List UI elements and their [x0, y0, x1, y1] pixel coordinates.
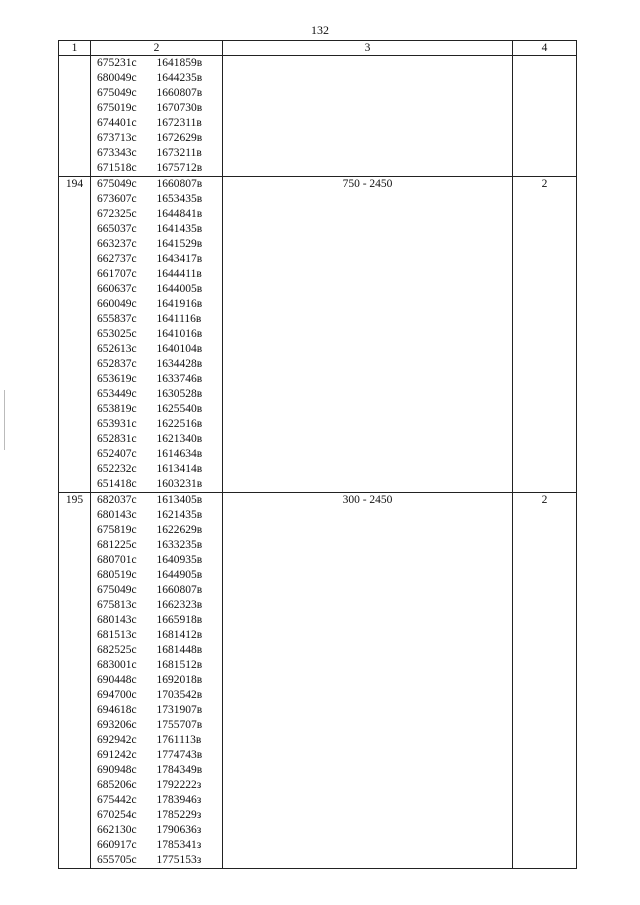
coordinates-cell — [91, 56, 223, 177]
latitude-value: 681225с — [97, 539, 137, 551]
coordinate-pair — [91, 86, 222, 101]
count-value — [513, 56, 577, 177]
latitude-value: 665037с — [97, 223, 137, 235]
longitude-value: 1681412в — [156, 629, 203, 641]
coordinate-pair — [91, 538, 222, 553]
longitude-value: 1643417в — [156, 253, 203, 265]
latitude-value: 692942с — [97, 734, 137, 746]
latitude-value: 694700с — [97, 689, 137, 701]
longitude-value: 1640935в — [156, 554, 203, 566]
latitude-value: 680049с — [97, 72, 137, 84]
coordinate-pair — [91, 357, 222, 372]
coordinate-pair — [91, 432, 222, 447]
latitude-value: 653819с — [97, 403, 137, 415]
scan-margin-mark — [4, 390, 5, 450]
longitude-value: 1681448в — [156, 644, 203, 656]
coordinate-pair — [91, 161, 222, 176]
longitude-value: 1785341з — [156, 839, 202, 851]
coordinate-pair — [91, 853, 222, 868]
latitude-value: 675442с — [97, 794, 137, 806]
latitude-value: 661707с — [97, 268, 137, 280]
longitude-value: 1630528в — [156, 388, 203, 400]
coordinate-pair — [91, 207, 222, 222]
longitude-value: 1644411в — [156, 268, 202, 280]
coordinate-pair — [91, 71, 222, 86]
longitude-value: 1681512в — [156, 659, 203, 671]
longitude-value: 1660807в — [156, 87, 203, 99]
latitude-value: 675231с — [97, 57, 137, 69]
longitude-value: 1641116в — [156, 313, 202, 325]
latitude-value: 693206с — [97, 719, 137, 731]
coordinate-pair — [91, 643, 222, 658]
longitude-value: 1621340в — [156, 433, 203, 445]
coordinate-pair — [91, 808, 222, 823]
longitude-value: 1641859в — [156, 57, 203, 69]
coordinate-pair — [91, 342, 222, 357]
longitude-value: 1785229з — [156, 809, 202, 821]
latitude-value: 653619с — [97, 373, 137, 385]
coordinate-pair — [91, 823, 222, 838]
longitude-value: 1644235в — [156, 72, 203, 84]
depth-range: 300 - 2450 — [223, 493, 513, 869]
longitude-value: 1621435в — [156, 509, 203, 521]
longitude-value: 1644841в — [156, 208, 203, 220]
latitude-value: 663237с — [97, 238, 137, 250]
coordinate-pair — [91, 192, 222, 207]
latitude-value: 675049с — [97, 87, 137, 99]
latitude-value: 652232с — [97, 463, 137, 475]
longitude-value: 1641016в — [156, 328, 203, 340]
latitude-value: 671518с — [97, 162, 137, 174]
coordinate-pair — [91, 462, 222, 477]
row-number: 194 — [59, 177, 91, 493]
longitude-value: 1755707в — [156, 719, 203, 731]
latitude-value: 682037с — [97, 494, 137, 506]
coordinate-pair — [91, 56, 222, 71]
row-number — [59, 56, 91, 177]
coordinate-pair — [91, 222, 222, 237]
longitude-value: 1774743в — [156, 749, 203, 761]
longitude-value: 1603231в — [156, 478, 203, 490]
longitude-value: 1665918в — [156, 614, 203, 626]
coordinate-pair — [91, 417, 222, 432]
latitude-value: 673343с — [97, 147, 137, 159]
coordinate-pair — [91, 658, 222, 673]
longitude-value: 1633235в — [156, 539, 203, 551]
longitude-value: 1692018в — [156, 674, 203, 686]
latitude-value: 675813с — [97, 599, 137, 611]
longitude-value: 1660807в — [156, 178, 203, 190]
coordinate-pair — [91, 146, 222, 161]
coordinates-cell — [91, 177, 223, 493]
header-col-2: 2 — [91, 41, 223, 56]
longitude-value: 1675712в — [156, 162, 203, 174]
coordinate-pair — [91, 387, 222, 402]
latitude-value: 682525с — [97, 644, 137, 656]
coordinate-pair — [91, 477, 222, 492]
latitude-value: 685206с — [97, 779, 137, 791]
longitude-value: 1653435в — [156, 193, 203, 205]
count-value: 2 — [513, 493, 577, 869]
latitude-value: 675049с — [97, 178, 137, 190]
latitude-value: 653931с — [97, 418, 137, 430]
longitude-value: 1703542в — [156, 689, 203, 701]
longitude-value: 1662323в — [156, 599, 203, 611]
coordinate-pair — [91, 793, 222, 808]
longitude-value: 1660807в — [156, 584, 203, 596]
table-row — [59, 493, 577, 869]
latitude-value: 680143с — [97, 614, 137, 626]
coordinate-pair — [91, 688, 222, 703]
latitude-value: 674401с — [97, 117, 137, 129]
latitude-value: 675019с — [97, 102, 137, 114]
coordinate-pair — [91, 583, 222, 598]
coordinate-pair — [91, 628, 222, 643]
latitude-value: 675049с — [97, 584, 137, 596]
latitude-value: 690448с — [97, 674, 137, 686]
latitude-value: 680701с — [97, 554, 137, 566]
latitude-value: 690948с — [97, 764, 137, 776]
latitude-value: 653449с — [97, 388, 137, 400]
header-col-4: 4 — [513, 41, 577, 56]
page-number: 132 — [311, 23, 329, 37]
coordinate-pair — [91, 748, 222, 763]
latitude-value: 691242с — [97, 749, 137, 761]
longitude-value: 1644005в — [156, 283, 203, 295]
longitude-value: 1614634в — [156, 448, 203, 460]
coordinate-pair — [91, 402, 222, 417]
header-col-1: 1 — [59, 41, 91, 56]
longitude-value: 1672311в — [156, 117, 202, 129]
latitude-value: 655705с — [97, 854, 137, 866]
coordinates-cell — [91, 493, 223, 869]
coordinates-table — [58, 40, 577, 869]
longitude-value: 1792222з — [156, 779, 202, 791]
longitude-value: 1634428в — [156, 358, 203, 370]
table-header-row — [59, 41, 577, 56]
latitude-value: 660049с — [97, 298, 137, 310]
latitude-value: 673713с — [97, 132, 137, 144]
longitude-value: 1644905в — [156, 569, 203, 581]
coordinate-pair — [91, 508, 222, 523]
longitude-value: 1633746в — [156, 373, 203, 385]
longitude-value: 1641916в — [156, 298, 203, 310]
latitude-value: 672325с — [97, 208, 137, 220]
longitude-value: 1622629в — [156, 524, 203, 536]
coordinate-pair — [91, 447, 222, 462]
coordinate-pair — [91, 237, 222, 252]
longitude-value: 1784349в — [156, 764, 203, 776]
coordinate-pair — [91, 718, 222, 733]
depth-range — [223, 56, 513, 177]
latitude-value: 681513с — [97, 629, 137, 641]
coordinate-pair — [91, 778, 222, 793]
latitude-value: 652837с — [97, 358, 137, 370]
longitude-value: 1625540в — [156, 403, 203, 415]
latitude-value: 662130с — [97, 824, 137, 836]
longitude-value: 1775153з — [156, 854, 202, 866]
latitude-value: 660917с — [97, 839, 137, 851]
table-row — [59, 56, 577, 177]
table-row — [59, 177, 577, 493]
latitude-value: 675819с — [97, 524, 137, 536]
latitude-value: 652613с — [97, 343, 137, 355]
coordinate-pair — [91, 598, 222, 613]
coordinate-pair — [91, 101, 222, 116]
coordinate-pair — [91, 297, 222, 312]
latitude-value: 694618с — [97, 704, 137, 716]
longitude-value: 1783946з — [156, 794, 202, 806]
latitude-value: 652831с — [97, 433, 137, 445]
coordinate-pair — [91, 312, 222, 327]
longitude-value: 1761113в — [156, 734, 202, 746]
count-value: 2 — [513, 177, 577, 493]
coordinate-pair — [91, 703, 222, 718]
longitude-value: 1670730в — [156, 102, 203, 114]
coordinate-pair — [91, 733, 222, 748]
latitude-value: 670254с — [97, 809, 137, 821]
longitude-value: 1672629в — [156, 132, 203, 144]
coordinate-pair — [91, 177, 222, 192]
coordinate-pair — [91, 327, 222, 342]
latitude-value: 673607с — [97, 193, 137, 205]
depth-range: 750 - 2450 — [223, 177, 513, 493]
latitude-value: 680519с — [97, 569, 137, 581]
coordinate-pair — [91, 523, 222, 538]
coordinate-pair — [91, 553, 222, 568]
coordinate-pair — [91, 673, 222, 688]
latitude-value: 662737с — [97, 253, 137, 265]
latitude-value: 652407с — [97, 448, 137, 460]
longitude-value: 1613405в — [156, 494, 203, 506]
coordinate-pair — [91, 613, 222, 628]
latitude-value: 680143с — [97, 509, 137, 521]
latitude-value: 660637с — [97, 283, 137, 295]
longitude-value: 1613414в — [156, 463, 203, 475]
longitude-value: 1622516в — [156, 418, 203, 430]
coordinate-pair — [91, 282, 222, 297]
longitude-value: 1731907в — [156, 704, 203, 716]
coordinate-pair — [91, 116, 222, 131]
latitude-value: 655837с — [97, 313, 137, 325]
longitude-value: 1641435в — [156, 223, 203, 235]
latitude-value: 653025с — [97, 328, 137, 340]
row-number: 195 — [59, 493, 91, 869]
header-col-3: 3 — [223, 41, 513, 56]
coordinate-pair — [91, 568, 222, 583]
coordinate-pair — [91, 131, 222, 146]
coordinate-pair — [91, 372, 222, 387]
coordinate-pair — [91, 252, 222, 267]
longitude-value: 1673211в — [156, 147, 202, 159]
latitude-value: 651418с — [97, 478, 137, 490]
coordinate-pair — [91, 838, 222, 853]
longitude-value: 1641529в — [156, 238, 203, 250]
longitude-value: 1790636з — [156, 824, 202, 836]
coordinate-pair — [91, 763, 222, 778]
coordinate-pair — [91, 493, 222, 508]
latitude-value: 683001с — [97, 659, 137, 671]
longitude-value: 1640104в — [156, 343, 203, 355]
coordinate-pair — [91, 267, 222, 282]
